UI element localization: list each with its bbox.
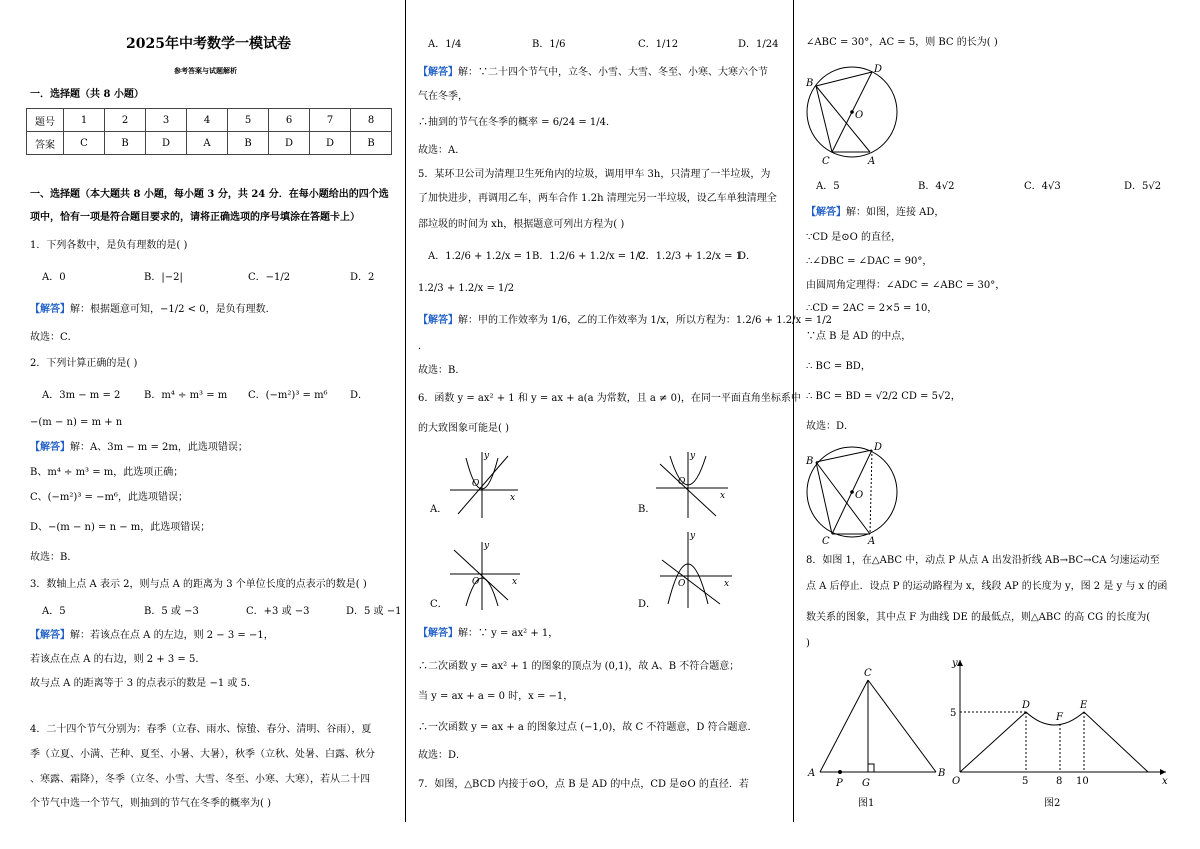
table-cell: 7 <box>310 109 351 132</box>
q4-stem-3: 、寒露、霜降），冬季（立冬、小雪、大雪、冬至、小寒、大寒），若从二十四 <box>30 774 370 785</box>
table-cell: 题号 <box>27 109 64 132</box>
label-g: G <box>862 778 870 789</box>
q2-stem: 2．下列计算正确的是( ) <box>30 358 138 369</box>
q1-option-d: D．2 <box>350 272 375 283</box>
q1-option-c: C．−1/2 <box>248 272 291 283</box>
q1-stem: 1．下列各数中，是负有理数的是( ) <box>30 240 188 251</box>
q5-option-d: D． <box>738 251 757 262</box>
label-d: D <box>874 64 883 75</box>
q2-option-d-text: −(m − n) = m + n <box>30 417 123 428</box>
solution-text: 解：甲的工作效率为 1/6，乙的工作效率为 1/x，所以方程为：1.2/6 + 1.2/x = 1/2 <box>458 315 832 326</box>
q4-option-c: C．1/12 <box>638 39 679 50</box>
column-1 <box>22 0 402 849</box>
column-divider-left <box>405 0 406 822</box>
q6-solution-3: 当 y = ax + a = 0 时，x = −1， <box>418 691 574 702</box>
q1-answer: 故选：C． <box>30 332 78 343</box>
q6-solution-1 <box>418 627 558 641</box>
q3-option-a: A．5 <box>42 606 66 617</box>
table-cell: 3 <box>146 109 187 132</box>
origin-label: O <box>472 577 480 587</box>
axis-label-x: x <box>724 579 730 589</box>
q7-option-b: B．4√2 <box>918 181 955 192</box>
label-c: C <box>822 536 830 547</box>
solution-tag: 【解答】 <box>806 207 846 218</box>
solution-tag: 【解答】 <box>30 442 70 453</box>
q7-circle-figure <box>802 60 896 166</box>
q4-solution-2: 气在冬季， <box>418 91 468 102</box>
q6-stem-2: 的大致图象可能是( ) <box>418 423 509 434</box>
solution-text: 解：根据题意可知，−1/2 < 0，是负有理数． <box>70 304 276 315</box>
q6-graph-c <box>448 540 522 612</box>
q3-option-d: D．5 或 −1 <box>346 606 402 617</box>
x-tick-10: 10 <box>1076 776 1089 787</box>
solution-tag: 【解答】 <box>418 67 458 78</box>
q6-graph-d <box>658 530 734 610</box>
q2-answer: 故选：B． <box>30 552 78 563</box>
q4-answer: 故选：A． <box>418 145 466 156</box>
q7-option-c: C．4√3 <box>1024 181 1061 192</box>
label-b: B <box>806 78 814 89</box>
table-cell: 8 <box>351 109 392 132</box>
solution-text: 解：A、3m − m = 2m，此选项错误； <box>70 442 248 453</box>
axis-label-y: y <box>952 658 958 669</box>
q4-stem-1: 4．二十四个节气分别为：春季（立春、雨水、惊蛰、春分、清明、谷雨），夏 <box>30 724 372 735</box>
table-cell: A <box>187 132 228 155</box>
section-intro-line-2: 项中，恰有一项是符合题目要求的，请将正确选项的序号填涂在答题卡上） <box>30 212 360 223</box>
origin-label: O <box>952 776 961 787</box>
x-tick-5: 5 <box>1022 776 1029 787</box>
table-cell: 2 <box>105 109 146 132</box>
table-row <box>27 109 392 132</box>
origin-label: O <box>472 479 480 489</box>
q6-option-a: A． <box>430 504 448 515</box>
solution-text: 解：若该点在点 A 的左边，则 2 − 3 = −1， <box>70 630 274 641</box>
q3-option-c: C．+3 或 −3 <box>246 606 310 617</box>
q6-option-c: C． <box>430 599 448 610</box>
q2-solution-2: B、m⁴ ÷ m³ = m，此选项正确； <box>30 467 184 478</box>
q7-solution-3: ∴∠DBC = ∠DAC = 90°， <box>806 256 933 267</box>
table-cell: 4 <box>187 109 228 132</box>
q6-option-d: D． <box>638 599 657 610</box>
q5-option-b: B．1.2/6 + 1.2/x = 1/2 <box>532 251 646 262</box>
q2-option-b: B．m⁴ ÷ m³ = m <box>144 390 228 401</box>
q6-graph-b <box>654 450 730 520</box>
q7-option-d: D．5√2 <box>1124 181 1162 192</box>
q7-solution-6: ∵点 B 是 AD 的中点， <box>806 331 912 342</box>
q8-stem-3: 数关系的图象，其中点 F 为曲线 DE 的最低点，则△ABC 的高 CG 的长度为( <box>806 612 1151 623</box>
q7-solution-2: ∵CD 是⊙O 的直径， <box>806 232 901 243</box>
axis-label-x: x <box>510 493 516 503</box>
q4-stem-2: 季（立夏、小满、芒种、夏至、小暑、大暑），秋季（立秋、处暑、白露、秋分 <box>30 749 375 760</box>
q7-solution-5: ∴CD = 2AC = 2×5 = 10， <box>806 303 938 314</box>
q5-answer: 故选：B． <box>418 365 466 376</box>
label-a: A <box>868 156 876 167</box>
q1-option-b: B．|−2| <box>144 272 183 283</box>
q8-stem-2: 点 A 后停止．设点 P 的运动路程为 x，线段 AP 的长度为 y，图 2 是 y 与 x 的函 <box>806 581 1168 592</box>
column-2 <box>414 0 832 849</box>
page-subtitle: 参考答案与试题解析 <box>174 66 237 75</box>
q4-option-a: A．1/4 <box>428 39 462 50</box>
q6-solution-2: ∴二次函数 y = ax² + 1 的图象的顶点为 (0,1)，故 A、B 不符合题意； <box>418 661 740 672</box>
q3-stem: 3．数轴上点 A 表示 2，则与点 A 的距离为 3 个单位长度的点表示的数是( ) <box>30 579 367 590</box>
q7-solution-7: ∴ BC = BD， <box>806 361 871 372</box>
label-d: D <box>874 442 883 453</box>
label-b: B <box>938 768 946 779</box>
table-cell: B <box>105 132 146 155</box>
column-3 <box>802 0 1180 849</box>
label-e: E <box>1080 700 1088 711</box>
section-intro-line-1: 一、选择题（本大题共 8 小题，每小题 3 分，共 24 分．在每小题给出的四个选 <box>30 189 389 200</box>
table-cell: B <box>228 132 269 155</box>
label-c: C <box>822 156 830 167</box>
axis-label-x: x <box>720 491 726 501</box>
solution-text: 解：∵ y = ax² + 1， <box>458 628 559 639</box>
solution-tag: 【解答】 <box>30 630 70 641</box>
solution-text: 解：∵二十四个节气中，立冬、小雪、大雪、冬至、小寒、大寒六个节 <box>458 67 768 78</box>
page-title: 2025年中考数学一模试卷 <box>126 36 291 52</box>
table-cell: 1 <box>64 109 105 132</box>
q2-solution-4: D、−(m − n) = n − m，此选项错误； <box>30 522 211 533</box>
q3-solution-3: 故与点 A 的距离等于 3 的点表示的数是 −1 或 5． <box>30 678 257 689</box>
q3-solution-1 <box>30 629 274 643</box>
label-o: O <box>855 110 864 121</box>
x-tick-8: 8 <box>1056 776 1063 787</box>
axis-label-y: y <box>484 541 490 551</box>
axis-label-y: y <box>690 451 696 461</box>
q2-option-d: D． <box>350 390 369 401</box>
solution-tag: 【解答】 <box>418 628 458 639</box>
table-cell: D <box>269 132 310 155</box>
q4-option-b: B．1/6 <box>532 39 566 50</box>
label-a: A <box>808 768 816 779</box>
origin-label: O <box>678 579 686 589</box>
q7-option-a: A．5 <box>816 181 840 192</box>
axis-label-x: x <box>1162 776 1168 787</box>
q7-answer: 故选：D． <box>806 421 855 432</box>
q5-stem-3: 部垃圾的时间为 xh，根据题意可列出方程为( ) <box>418 219 625 230</box>
q2-option-a: A．3m − m = 2 <box>42 390 121 401</box>
q8-triangle-figure <box>806 664 952 810</box>
solution-text: 解：如图，连接 AD， <box>846 207 945 218</box>
label-b: B <box>806 456 814 467</box>
table-cell: 5 <box>228 109 269 132</box>
q4-solution-1 <box>418 66 768 80</box>
label-d: D <box>1022 700 1031 711</box>
table-cell: 答案 <box>27 132 64 155</box>
answer-table <box>26 108 392 155</box>
axis-label-x: x <box>512 577 518 587</box>
label-c: C <box>864 668 872 679</box>
q6-answer: 故选：D． <box>418 750 467 761</box>
q4-option-d: D．1/24 <box>738 39 779 50</box>
table-cell: C <box>64 132 105 155</box>
label-o: O <box>855 490 864 501</box>
table-cell: D <box>310 132 351 155</box>
q3-solution-2: 若该点在点 A 的右边，则 2 + 3 = 5． <box>30 654 206 665</box>
solution-tag: 【解答】 <box>30 304 70 315</box>
q7-solution-8: ∴ BC = BD = √2/2 CD = 5√2， <box>806 391 961 402</box>
q5-solution-1 <box>418 314 832 328</box>
q5-option-a: A．1.2/6 + 1.2/x = 1 <box>428 251 532 262</box>
q7-solution-4: 由圆周角定理得：∠ADC = ∠ABC = 30°， <box>806 280 1006 291</box>
q6-stem-1: 6．函数 y = ax² + 1 和 y = ax + a(a 为常数，且 a ≠ 0)，在同一平面直角坐标系中 <box>418 393 801 404</box>
q7-solution-figure <box>802 438 896 547</box>
q1-solution <box>30 303 276 317</box>
q5-solution-2: ． <box>418 341 428 352</box>
q7-stem-continued: ∠ABC = 30°，AC = 5，则 BC 的长为( ) <box>806 37 998 48</box>
q8-stem-4: ) <box>806 638 810 649</box>
q6-solution-4: ∴一次函数 y = ax + a 的图象过点 (−1,0)，故 C 不符题意，D 符合题意． <box>418 722 758 733</box>
figure-1-caption: 图1 <box>858 798 875 809</box>
label-a: A <box>868 536 876 547</box>
q5-stem-2: 了加快进步，再调用乙车，两车合作 1.2h 清理完另一半垃圾，设乙车单独清理全 <box>418 193 777 204</box>
q5-option-d-text: 1.2/3 + 1.2/x = 1/2 <box>418 283 515 294</box>
table-cell: D <box>146 132 187 155</box>
q8-stem-1: 8．如图 1，在△ABC 中，动点 P 从点 A 出发沿折线 AB→BC→CA 匀速运动至 <box>806 555 1160 566</box>
table-row <box>27 132 392 155</box>
label-p: P <box>836 778 843 789</box>
solution-tag: 【解答】 <box>418 315 458 326</box>
y-tick-5: 5 <box>950 708 957 719</box>
q7-stem: 7．如图，△BCD 内接于⊙O，点 B 是 AD 的中点，CD 是⊙O 的直径．若 <box>418 779 749 790</box>
q4-solution-3: ∴抽到的节气在冬季的概率 = 6/24 = 1/4． <box>418 117 617 128</box>
q1-option-a: A．0 <box>42 272 66 283</box>
q4-stem-4: 个节气中选一个节气，则抽到的节气在冬季的概率为( ) <box>30 798 271 809</box>
q5-option-c: C．1.2/3 + 1.2/x = 1 <box>638 251 743 262</box>
column-divider-right <box>793 0 794 822</box>
axis-label-y: y <box>484 451 490 461</box>
axis-label-y: y <box>690 531 696 541</box>
figure-2-caption: 图2 <box>1044 798 1061 809</box>
q8-function-graph <box>952 656 1172 810</box>
section-heading: 一．选择题（共 8 小题） <box>30 89 144 100</box>
q6-option-b: B． <box>638 504 656 515</box>
q2-solution-3: C、(−m²)³ = −m⁶，此选项错误； <box>30 492 188 503</box>
origin-label: O <box>678 477 686 487</box>
q2-option-c: C．(−m²)³ = m⁶ <box>248 390 328 401</box>
q7-solution-1 <box>806 206 944 220</box>
q2-solution-1 <box>30 441 248 455</box>
table-cell: 6 <box>269 109 310 132</box>
table-cell: B <box>351 132 392 155</box>
q3-option-b: B．5 或 −3 <box>144 606 199 617</box>
label-f: F <box>1056 712 1063 723</box>
q6-graph-a <box>448 450 520 520</box>
q5-stem-1: 5．某环卫公司为清理卫生死角内的垃圾，调用甲车 3h，只清理了一半垃圾，为 <box>418 169 771 180</box>
